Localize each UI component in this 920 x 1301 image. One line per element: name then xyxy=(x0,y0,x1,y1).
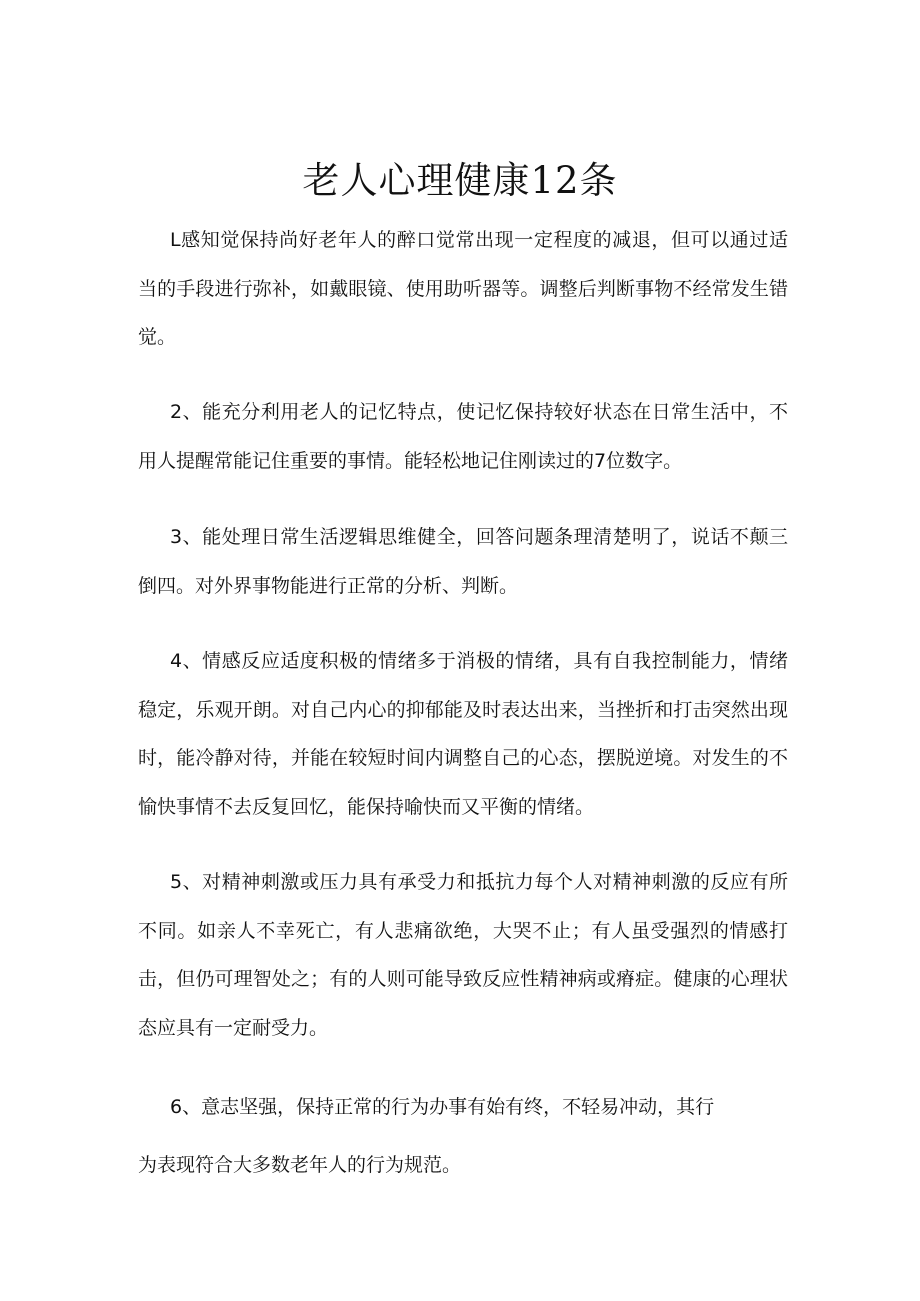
paragraph-2: 2、能充分利用老人的记忆特点，使记忆保持较好状态在日常生活中，不用人提醒常能记住重要的事情。能轻松地记住刚读过的7位数字。 xyxy=(138,401,788,472)
paragraph-5: 5、对精神刺激或压力具有承受力和抵抗力每个人对精神刺激的反应有所不同。如亲人不幸死亡，有人悲痛欲绝，大哭不止；有人虽受强烈的情感打击，但仍可理智处之；有的人则可能导致反应性精神病或瘠症。健康的心理状态应具有一定耐受力。 xyxy=(138,871,788,1039)
paragraph-1: L感知觉保持尚好老年人的醉口觉常出现一定程度的减退，但可以通过适当的手段进行弥补，如戴眼镜、使用助听器等。调整后判断事物不经常发生错觉。 xyxy=(138,229,788,348)
paragraph-3: 3、能处理日常生活逻辑思维健全，回答问题条理清楚明了，说话不颠三倒四。对外界事物能进行正常的分析、判断。 xyxy=(138,526,788,597)
paragraph-6-line-1: 6、意志坚强，保持正常的行为办事有始有终，不轻易冲动，其行 xyxy=(170,1096,715,1118)
paragraph-6-line-2: 为表现符合大多数老年人的行为规范。 xyxy=(138,1154,462,1176)
document-title: 老人心理健康12条 xyxy=(302,159,618,202)
paragraph-4: 4、情感反应适度积极的情绪多于消极的情绪，具有自我控制能力，情绪稳定，乐观开朗。对自己内心的抑郁能及时表达出来，当挫折和打击突然出现时，能冷静对待，并能在较短时间内调整自己的心态，摆脱逆境。对发生的不愉快事情不去反复回忆，能保持喻快而又平衡的情绪。 xyxy=(138,650,788,818)
